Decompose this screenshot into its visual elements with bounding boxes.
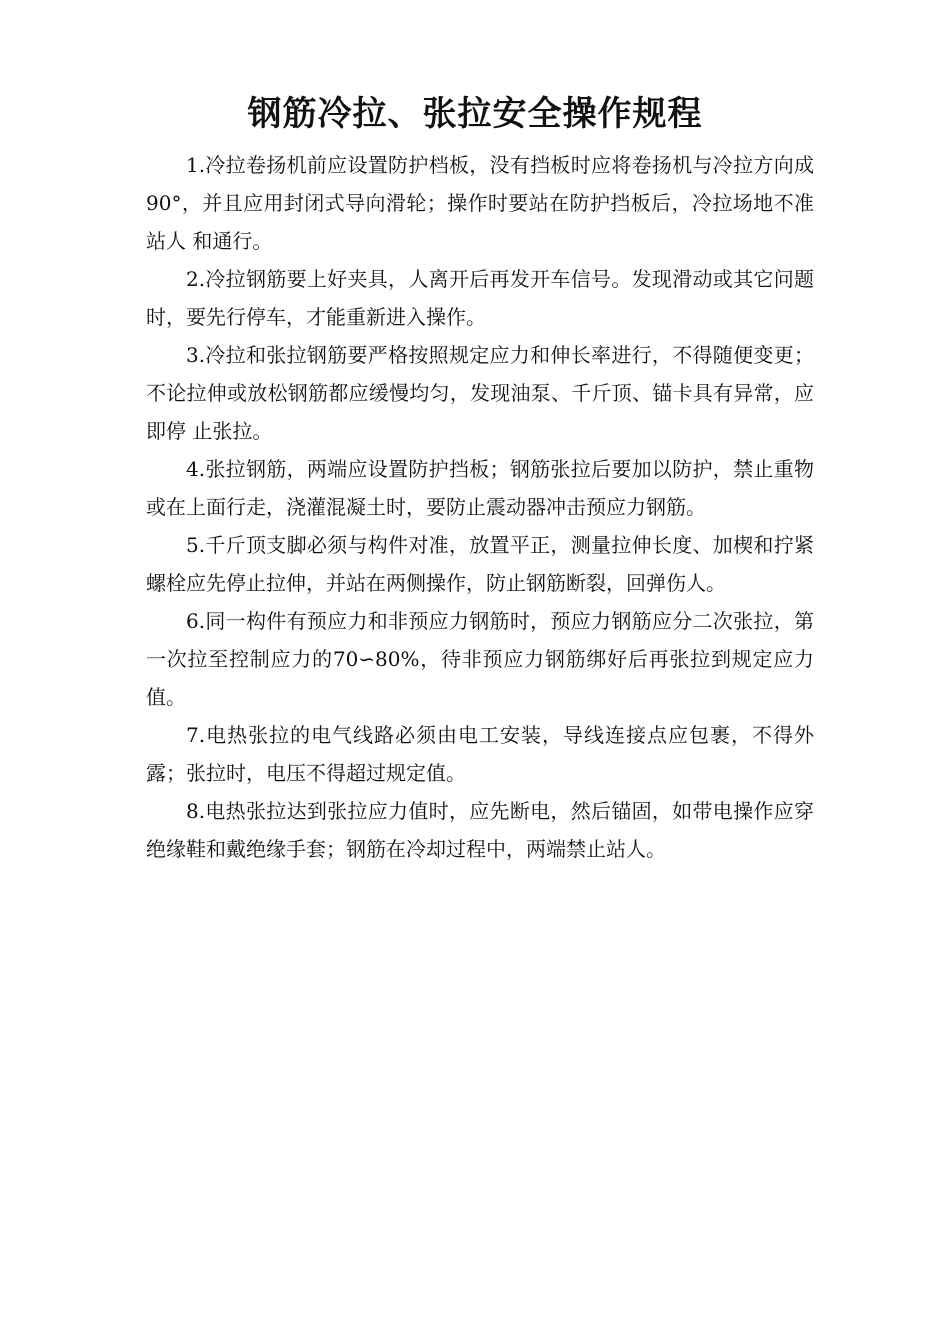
paragraph-8: 8.电热张拉达到张拉应力值时，应先断电，然后锚固，如带电操作应穿 绝缘鞋和戴绝缘手套；钢筋在冷却过程中，两端禁止站人。 bbox=[146, 799, 814, 861]
paragraph-3: 3.冷拉和张拉钢筋要严格按照规定应力和伸长率进行，不得随便变更； 不论拉伸或放松钢筋都应缓慢均匀，发现油泵、千斤顶、锚卡具有异常，应即停 止张拉。 bbox=[146, 343, 814, 443]
paragraph-7: 7.电热张拉的电气线路必须由电工安装，导线连接点应包裹，不得外露；张拉时，电压不得超过规定值。 bbox=[146, 723, 814, 785]
paragraph-1: 1.冷拉卷扬机前应设置防护档板，没有挡板时应将卷扬机与冷拉方向成90°，并且应用封闭式导向滑轮；操作时要站在防护挡板后，冷拉场地不准站人 和通行。 bbox=[146, 153, 814, 253]
paragraph-6: 6.同一构件有预应力和非预应力钢筋时，预应力钢筋应分二次张拉，第 一次拉至控制应力的70∽80%，待非预应力钢筋绑好后再张拉到规定应力值。 bbox=[146, 609, 814, 709]
paragraph-2: 2.冷拉钢筋要上好夹具，人离开后再发开车信号。发现滑动或其它问题 时，要先行停车，才能重新进入操作。 bbox=[146, 267, 814, 329]
paragraph-5: 5.千斤顶支脚必须与构件对准，放置平正，测量拉伸长度、加楔和拧紧 螺栓应先停止拉伸，并站在两侧操作，防止钢筋断裂，回弹伤人。 bbox=[146, 533, 814, 595]
document-body bbox=[146, 146, 814, 868]
paragraph-4: 4.张拉钢筋，两端应设置防护挡板；钢筋张拉后要加以防护，禁止重物 或在上面行走，浇灌混凝土时，要防止震动器冲击预应力钢筋。 bbox=[146, 457, 814, 519]
document-title: 钢筋冷拉、张拉安全操作规程 bbox=[247, 94, 703, 134]
